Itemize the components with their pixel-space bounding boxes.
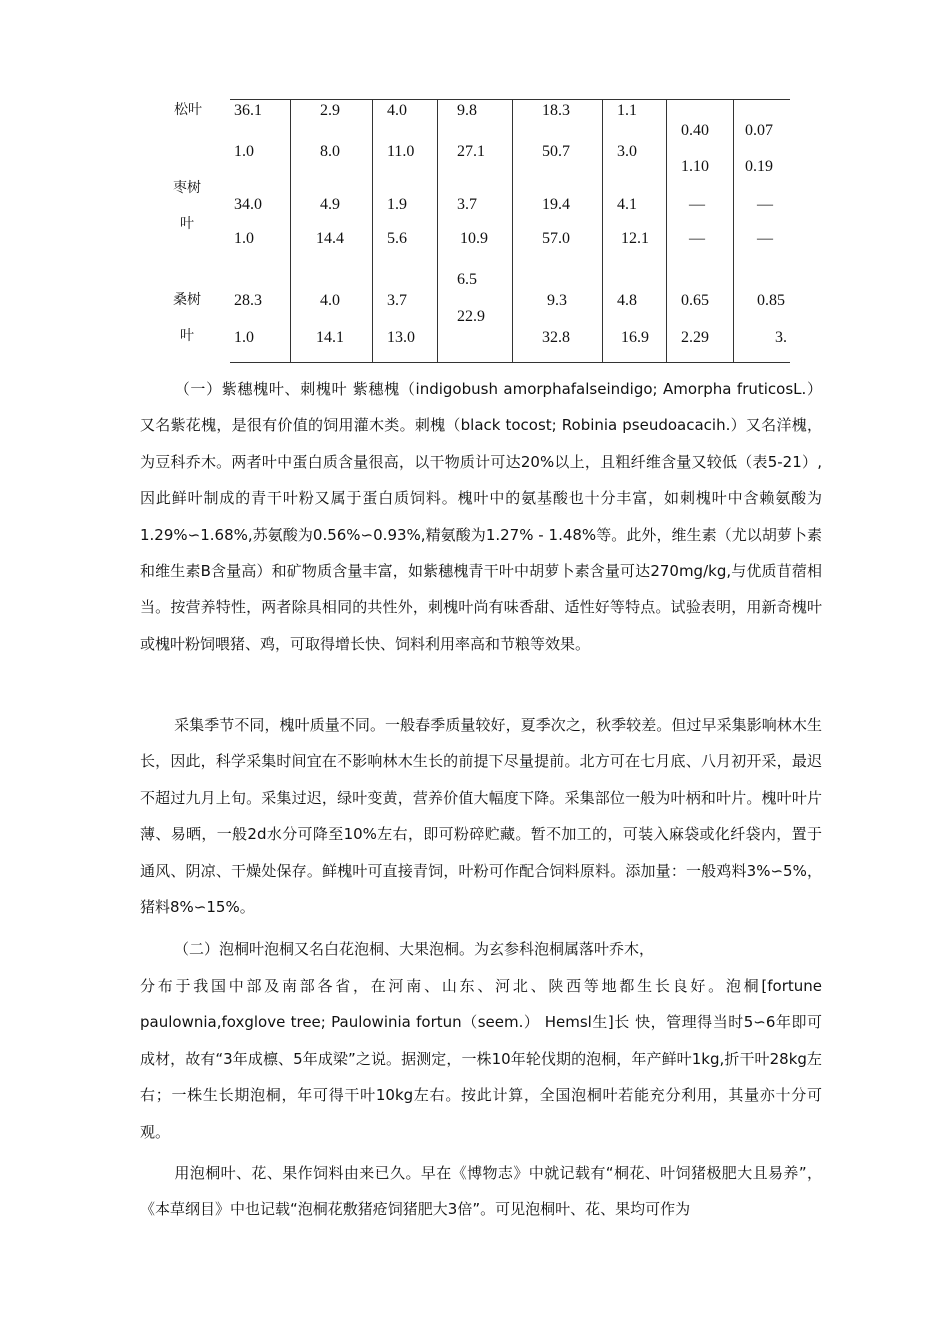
table-cell: 10.9 bbox=[460, 230, 488, 247]
column-divider bbox=[437, 99, 438, 362]
table-cell: — bbox=[757, 196, 773, 213]
column-divider bbox=[666, 99, 667, 362]
table-cell: 14.4 bbox=[316, 230, 344, 247]
table-cell: 11.0 bbox=[387, 143, 415, 160]
row-label-jujube-leaf: 枣树叶 bbox=[173, 180, 201, 232]
table-cell: 3. bbox=[775, 329, 787, 346]
table-cell: 4.0 bbox=[320, 292, 340, 309]
paragraph-text: 采集季节不同，槐叶质量不同。一般春季质量较好，夏季次之，秋季较差。但过早采集影响林木生长，因此，科学采集时间宜在不影响林木生长的前提下尽量提前。北方可在七月底、八月初开采，最迟不超过九月上旬。采集过迟，绿叶变黄，营养价值大幅度下降。采集部位一般为叶柄和叶片。槐叶叶片薄、易晒，一般2d水分可降至10%左右，即可粉碎贮藏。暂不加工的，可装入麻袋或化纤袋内，置于通风、阴凉、干燥处保存。鲜槐叶可直接青饲，叶粉可作配合饲料原料。添加量：一般鸡料3%∽5%，猪料8%∽15%。 bbox=[140, 716, 822, 917]
table-cell: 0.07 bbox=[745, 122, 773, 139]
table-cell: 3.7 bbox=[387, 292, 407, 309]
table-cell: 9.3 bbox=[547, 292, 567, 309]
table-cell: 5.6 bbox=[387, 230, 407, 247]
table-cell: 19.4 bbox=[542, 196, 570, 213]
column-divider bbox=[512, 99, 513, 362]
table-cell: 4.9 bbox=[320, 196, 340, 213]
table-cell: 0.85 bbox=[757, 292, 785, 309]
table-cell: 4.1 bbox=[617, 196, 637, 213]
table-cell: 3.7 bbox=[457, 196, 477, 213]
paragraph-text: 分布于我国中部及南部各省，在河南、山东、河北、陕西等地都生长良好。泡桐[fortune paulownia,foxglove tree; Paulowinia fortun（seem.） Hemsl生]长 快，管理得当时5∽6年即可成材，故有“3年成檩、5年成梁”之说。据测定，一株10年轮伐期的泡桐，年产鲜叶1kg,折干叶28kg左右；一株生长期泡桐，年可得干叶10kg左右。按此计算，全国泡桐叶若能充分利用，其量亦十分可观。 bbox=[140, 977, 822, 1141]
table-cell: 4.8 bbox=[617, 292, 637, 309]
table-cell: — bbox=[689, 196, 705, 213]
table-cell: 2.9 bbox=[320, 102, 340, 119]
table-cell: 4.0 bbox=[387, 102, 407, 119]
paragraph-text: （二）泡桐叶泡桐又名白花泡桐、大果泡桐。为玄参科泡桐属落叶乔木， bbox=[174, 940, 655, 958]
table-cell: 2.29 bbox=[681, 329, 709, 346]
table-cell: 1.1 bbox=[617, 102, 637, 119]
table-cell: 9.8 bbox=[457, 102, 477, 119]
table-cell: 6.5 bbox=[457, 271, 477, 288]
table-cell: 1.9 bbox=[387, 196, 407, 213]
paragraph-paulownia-distribution bbox=[140, 968, 822, 1150]
column-divider bbox=[733, 99, 734, 362]
table-cell: 14.1 bbox=[316, 329, 344, 346]
column-divider bbox=[290, 99, 291, 362]
table-cell: 1.0 bbox=[234, 230, 254, 247]
table-cell: 32.8 bbox=[542, 329, 570, 346]
row-label-mulberry-leaf: 桑树叶 bbox=[173, 292, 201, 344]
table-cell: 13.0 bbox=[387, 329, 415, 346]
table-cell: 18.3 bbox=[542, 102, 570, 119]
table-cell: — bbox=[689, 230, 705, 247]
nutrient-table bbox=[0, 0, 950, 370]
table-cell: 12.1 bbox=[621, 230, 649, 247]
paragraph-text: （一）紫穗槐叶、刺槐叶 紫穗槐（indigobush amorphafalseindigo; Amorpha fruticosL.）又名紫花槐，是很有价值的饲用灌木类。刺槐（black tocost; Robinia pseudoacacih.）又名洋槐，为豆科乔木。两者叶中蛋白质含量很高，以干物质计可达20%以上，且粗纤维含量又较低（表5-21）,因此鲜叶制成的青干叶粉又属于蛋白质饲料。槐叶中的氨基酸也十分丰富，如刺槐叶中含赖氨酸为1.29%∽1.68%,苏氨酸为0.56%∽0.93%,精氨酸为1.27% - 1.48%等。此外，维生素（尤以胡萝卜素和维生素B含量高）和矿物质含量丰富，如紫穗槐青干叶中胡萝卜素含量可达270mg/kg,与优质苜蓿相当。按营养特性，两者除具相同的共性外，刺槐叶尚有味香甜、适性好等特点。试验表明，用新奇槐叶或槐叶粉饲喂猪、鸡，可取得增长快、饲料利用率高和节粮等效果。 bbox=[140, 380, 822, 653]
table-cell: 16.9 bbox=[621, 329, 649, 346]
table-cell: 28.3 bbox=[234, 292, 262, 309]
table-cell: 8.0 bbox=[320, 143, 340, 160]
table-cell: — bbox=[757, 230, 773, 247]
table-cell: 22.9 bbox=[457, 308, 485, 325]
table-cell: 1.10 bbox=[681, 158, 709, 175]
table-cell: 27.1 bbox=[457, 143, 485, 160]
table-cell: 0.65 bbox=[681, 292, 709, 309]
table-top-rule bbox=[230, 99, 790, 100]
paragraph-harvest-season bbox=[140, 707, 822, 925]
table-cell: 1.0 bbox=[234, 143, 254, 160]
paragraph-text: 用泡桐叶、花、果作饲料由来已久。早在《博物志》中就记载有“桐花、叶饲猪极肥大且易养”，《本草纲目》中也记载“泡桐花敷猪疮饲猪肥大3倍”。可见泡桐叶、花、果均可作为 bbox=[140, 1164, 822, 1219]
table-cell: 50.7 bbox=[542, 143, 570, 160]
table-cell: 36.1 bbox=[234, 102, 262, 119]
table-cell: 3.0 bbox=[617, 143, 637, 160]
column-divider bbox=[372, 99, 373, 362]
paragraph-paulownia-feed-history bbox=[140, 1155, 822, 1228]
table-cell: 0.40 bbox=[681, 122, 709, 139]
paragraph-paulownia-heading bbox=[140, 931, 822, 967]
paragraph-locust-leaf bbox=[140, 371, 822, 662]
table-bottom-rule bbox=[230, 362, 790, 363]
table-cell: 1.0 bbox=[234, 329, 254, 346]
column-divider bbox=[602, 99, 603, 362]
table-cell: 34.0 bbox=[234, 196, 262, 213]
table-cell: 0.19 bbox=[745, 158, 773, 175]
row-label-pine-leaf: 松叶 bbox=[174, 102, 202, 118]
table-cell: 57.0 bbox=[542, 230, 570, 247]
